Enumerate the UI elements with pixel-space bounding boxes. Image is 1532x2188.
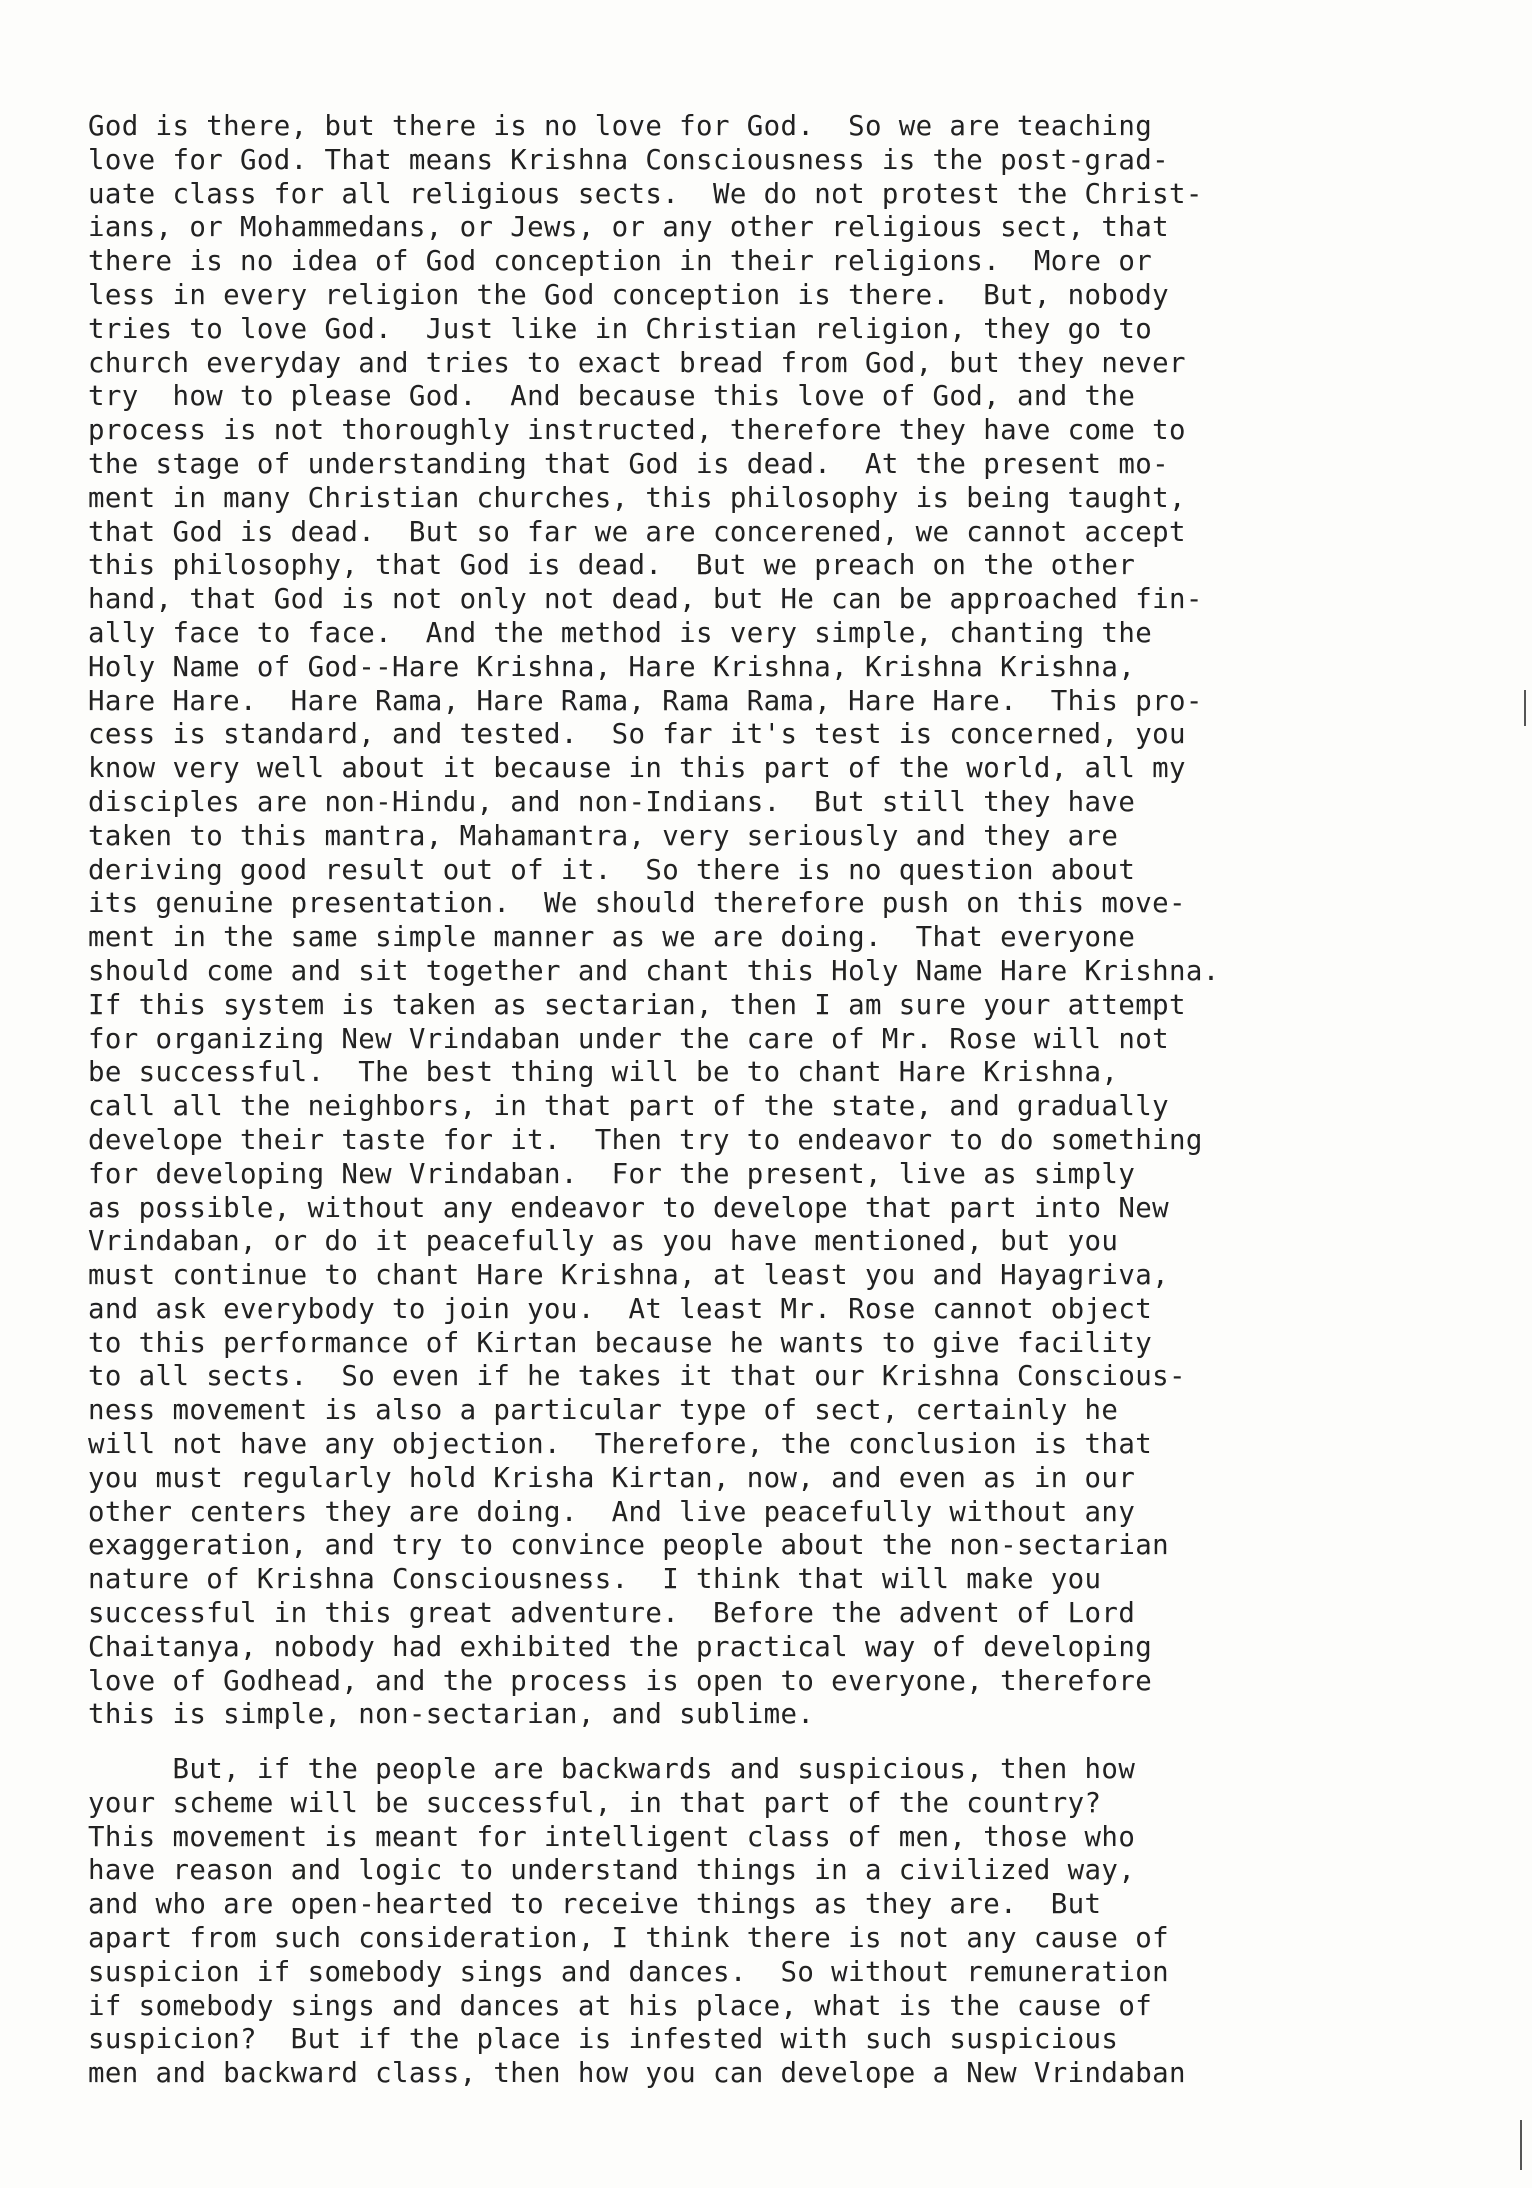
text-line: if somebody sings and dances at his place, what is the cause of [88,1990,1153,2022]
text-line: ment in the same simple manner as we are doing. That everyone [88,922,1136,954]
text-line: for developing New Vrindaban. For the present, live as simply [88,1158,1136,1190]
text-line: Holy Name of God--Hare Krishna, Hare Krishna, Krishna Krishna, [88,651,1136,683]
text-line: less in every religion the God conception is there. But, nobody [88,279,1169,311]
text-line: ally face to face. And the method is very simple, chanting the [88,617,1153,649]
paragraph-1 [88,110,1488,1732]
scan-margin-mark [1524,690,1526,726]
text-line: God is there, but there is no love for God. So we are teaching [88,111,1153,142]
text-line: must continue to chant Hare Krishna, at least you and Hayagriva, [88,1260,1169,1292]
text-line: suspicion? But if the place is infested with such suspicious [88,2024,1119,2056]
text-line: have reason and logic to understand things in a civilized way, [88,1855,1136,1887]
text-line: ment in many Christian churches, this philosophy is being taught, [88,482,1186,514]
text-line: as possible, without any endeavor to develope that part into New [88,1192,1169,1224]
text-line: successful in this great adventure. Before the advent of Lord [88,1598,1136,1630]
text-line: men and backward class, then how you can develope a New Vrindaban [88,2058,1186,2090]
paragraph-2 [88,1753,1488,2091]
text-line: ians, or Mohammedans, or Jews, or any other religious sect, that [88,212,1169,244]
text-line: If this system is taken as sectarian, then I am sure your attempt [88,989,1186,1021]
text-line: But, if the people are backwards and suspicious, then how [88,1754,1136,1785]
text-line: uate class for all religious sects. We do not protest the Christ- [88,178,1203,210]
text-line: taken to this mantra, Mahamantra, very seriously and they are [88,820,1119,852]
text-line: and who are open-hearted to receive things as they are. But [88,1889,1102,1921]
text-line: try how to please God. And because this love of God, and the [88,381,1136,413]
text-line: nature of Krishna Consciousness. I think that will make you [88,1564,1102,1596]
text-line: for organizing New Vrindaban under the care of Mr. Rose will not [88,1023,1169,1055]
text-line: exaggeration, and try to convince people about the non-sectarian [88,1530,1169,1562]
text-line: call all the neighbors, in that part of the state, and gradually [88,1091,1169,1123]
text-line: be successful. The best thing will be to chant Hare Krishna, [88,1057,1119,1089]
text-line: this is simple, non-sectarian, and sublime. [88,1699,815,1731]
text-line: disciples are non-Hindu, and non-Indians. But still they have [88,786,1136,818]
text-line: Hare Hare. Hare Rama, Hare Rama, Rama Rama, Hare Hare. This pro- [88,685,1203,717]
text-line: love of Godhead, and the process is open to everyone, therefore [88,1665,1153,1697]
text-line: cess is standard, and tested. So far it's test is concerned, you [88,719,1186,751]
text-line: develope their taste for it. Then try to endeavor to do something [88,1124,1203,1156]
text-line: This movement is meant for intelligent class of men, those who [88,1821,1136,1853]
text-line: that God is dead. But so far we are concerened, we cannot accept [88,516,1186,548]
text-line: process is not thoroughly instructed, therefore they have come to [88,415,1186,447]
text-line: hand, that God is not only not dead, but He can be approached fin- [88,584,1203,616]
text-line: other centers they are doing. And live peacefully without any [88,1496,1136,1528]
scan-margin-mark [1520,2120,1522,2170]
text-line: will not have any objection. Therefore, the conclusion is that [88,1429,1153,1461]
text-line: your scheme will be successful, in that part of the country? [88,1787,1102,1819]
text-line: Vrindaban, or do it peacefully as you have mentioned, but you [88,1226,1119,1258]
text-line: Chaitanya, nobody had exhibited the practical way of developing [88,1631,1153,1663]
text-line: tries to love God. Just like in Christian religion, they go to [88,313,1153,345]
text-line: the stage of understanding that God is dead. At the present mo- [88,448,1169,480]
text-line: to all sects. So even if he takes it that our Krishna Conscious- [88,1361,1186,1393]
text-line: you must regularly hold Krisha Kirtan, now, and even as in our [88,1462,1136,1494]
text-line: know very well about it because in this part of the world, all my [88,753,1186,785]
text-line: this philosophy, that God is dead. But we preach on the other [88,550,1136,582]
text-line: suspicion if somebody sings and dances. So without remuneration [88,1956,1169,1988]
text-line: ness movement is also a particular type of sect, certainly he [88,1395,1119,1427]
text-line: love for God. That means Krishna Consciousness is the post-grad- [88,144,1169,176]
text-line: to this performance of Kirtan because he wants to give facility [88,1327,1153,1359]
text-line: deriving good result out of it. So there is no question about [88,854,1136,886]
text-line: should come and sit together and chant this Holy Name Hare Krishna. [88,955,1220,987]
text-line: church everyday and tries to exact bread from God, but they never [88,347,1186,379]
text-line: and ask everybody to join you. At least Mr. Rose cannot object [88,1293,1153,1325]
text-line: there is no idea of God conception in their religions. More or [88,246,1153,278]
text-line: its genuine presentation. We should therefore push on this move- [88,888,1186,920]
text-line: apart from such consideration, I think there is not any cause of [88,1922,1169,1954]
